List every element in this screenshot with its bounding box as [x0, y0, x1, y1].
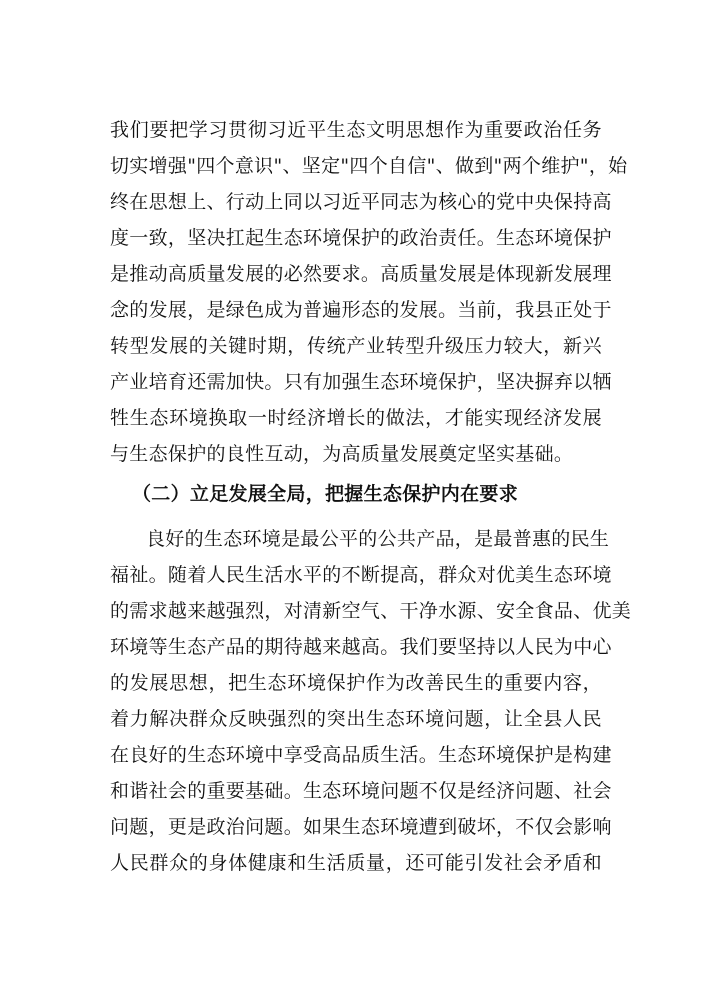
text-line: 的发展思想，把生态环境保护作为改善民生的重要内容， [110, 672, 602, 694]
text-line: 与生态保护的良性互动，为高质量发展奠定坚实基础。 [110, 443, 574, 465]
text-line: 牲生态环境换取一时经济增长的做法，才能实现经济发展 [110, 407, 602, 429]
text-line: 念的发展，是绿色成为普遍形态的发展。当前，我县正处于 [110, 299, 612, 321]
text-line: 和谐社会的重要基础。生态环境问题不仅是经济问题、社会 [110, 780, 612, 802]
text-line: 的需求越来越强烈，对清新空气、干净水源、安全食品、优美 [110, 600, 632, 622]
text-line: 福祉。随着人民生活水平的不断提高，群众对优美生态环境 [110, 564, 612, 586]
text-line: 问题，更是政治问题。如果生态环境遭到破坏，不仅会影响 [110, 816, 612, 838]
section-heading: （二）立足发展全局，把握生态保护内在要求 [132, 483, 519, 505]
text-line: 着力解决群众反映强烈的突出生态环境问题，让全县人民 [110, 708, 602, 730]
text-line: 终在思想上、行动上同以习近平同志为核心的党中央保持高 [110, 191, 612, 213]
text-line: 是推动高质量发展的必然要求。高质量发展是体现新发展理 [110, 263, 612, 285]
text-line: 良好的生态环境是最公平的公共产品，是最普惠的民生 [146, 528, 610, 550]
text-line: 在良好的生态环境中享受高品质生活。生态环境保护是构建 [110, 744, 612, 766]
text-line: 环境等生态产品的期待越来越高。我们要坚持以人民为中心 [110, 636, 612, 658]
text-line: 切实增强"四个意识"、坚定"四个自信"、做到"两个维护"，始 [110, 155, 628, 177]
text-line: 度一致，坚决扛起生态环境保护的政治责任。生态环境保护 [110, 227, 612, 249]
text-line: 产业培育还需加快。只有加强生态环境保护，坚决摒弃以牺 [110, 371, 612, 393]
text-line: 人民群众的身体健康和生活质量，还可能引发社会矛盾和 [110, 852, 602, 874]
text-line: 转型发展的关键时期，传统产业转型升级压力较大，新兴 [110, 335, 602, 357]
text-line: 我们要把学习贯彻习近平生态文明思想作为重要政治任务 [110, 119, 602, 141]
